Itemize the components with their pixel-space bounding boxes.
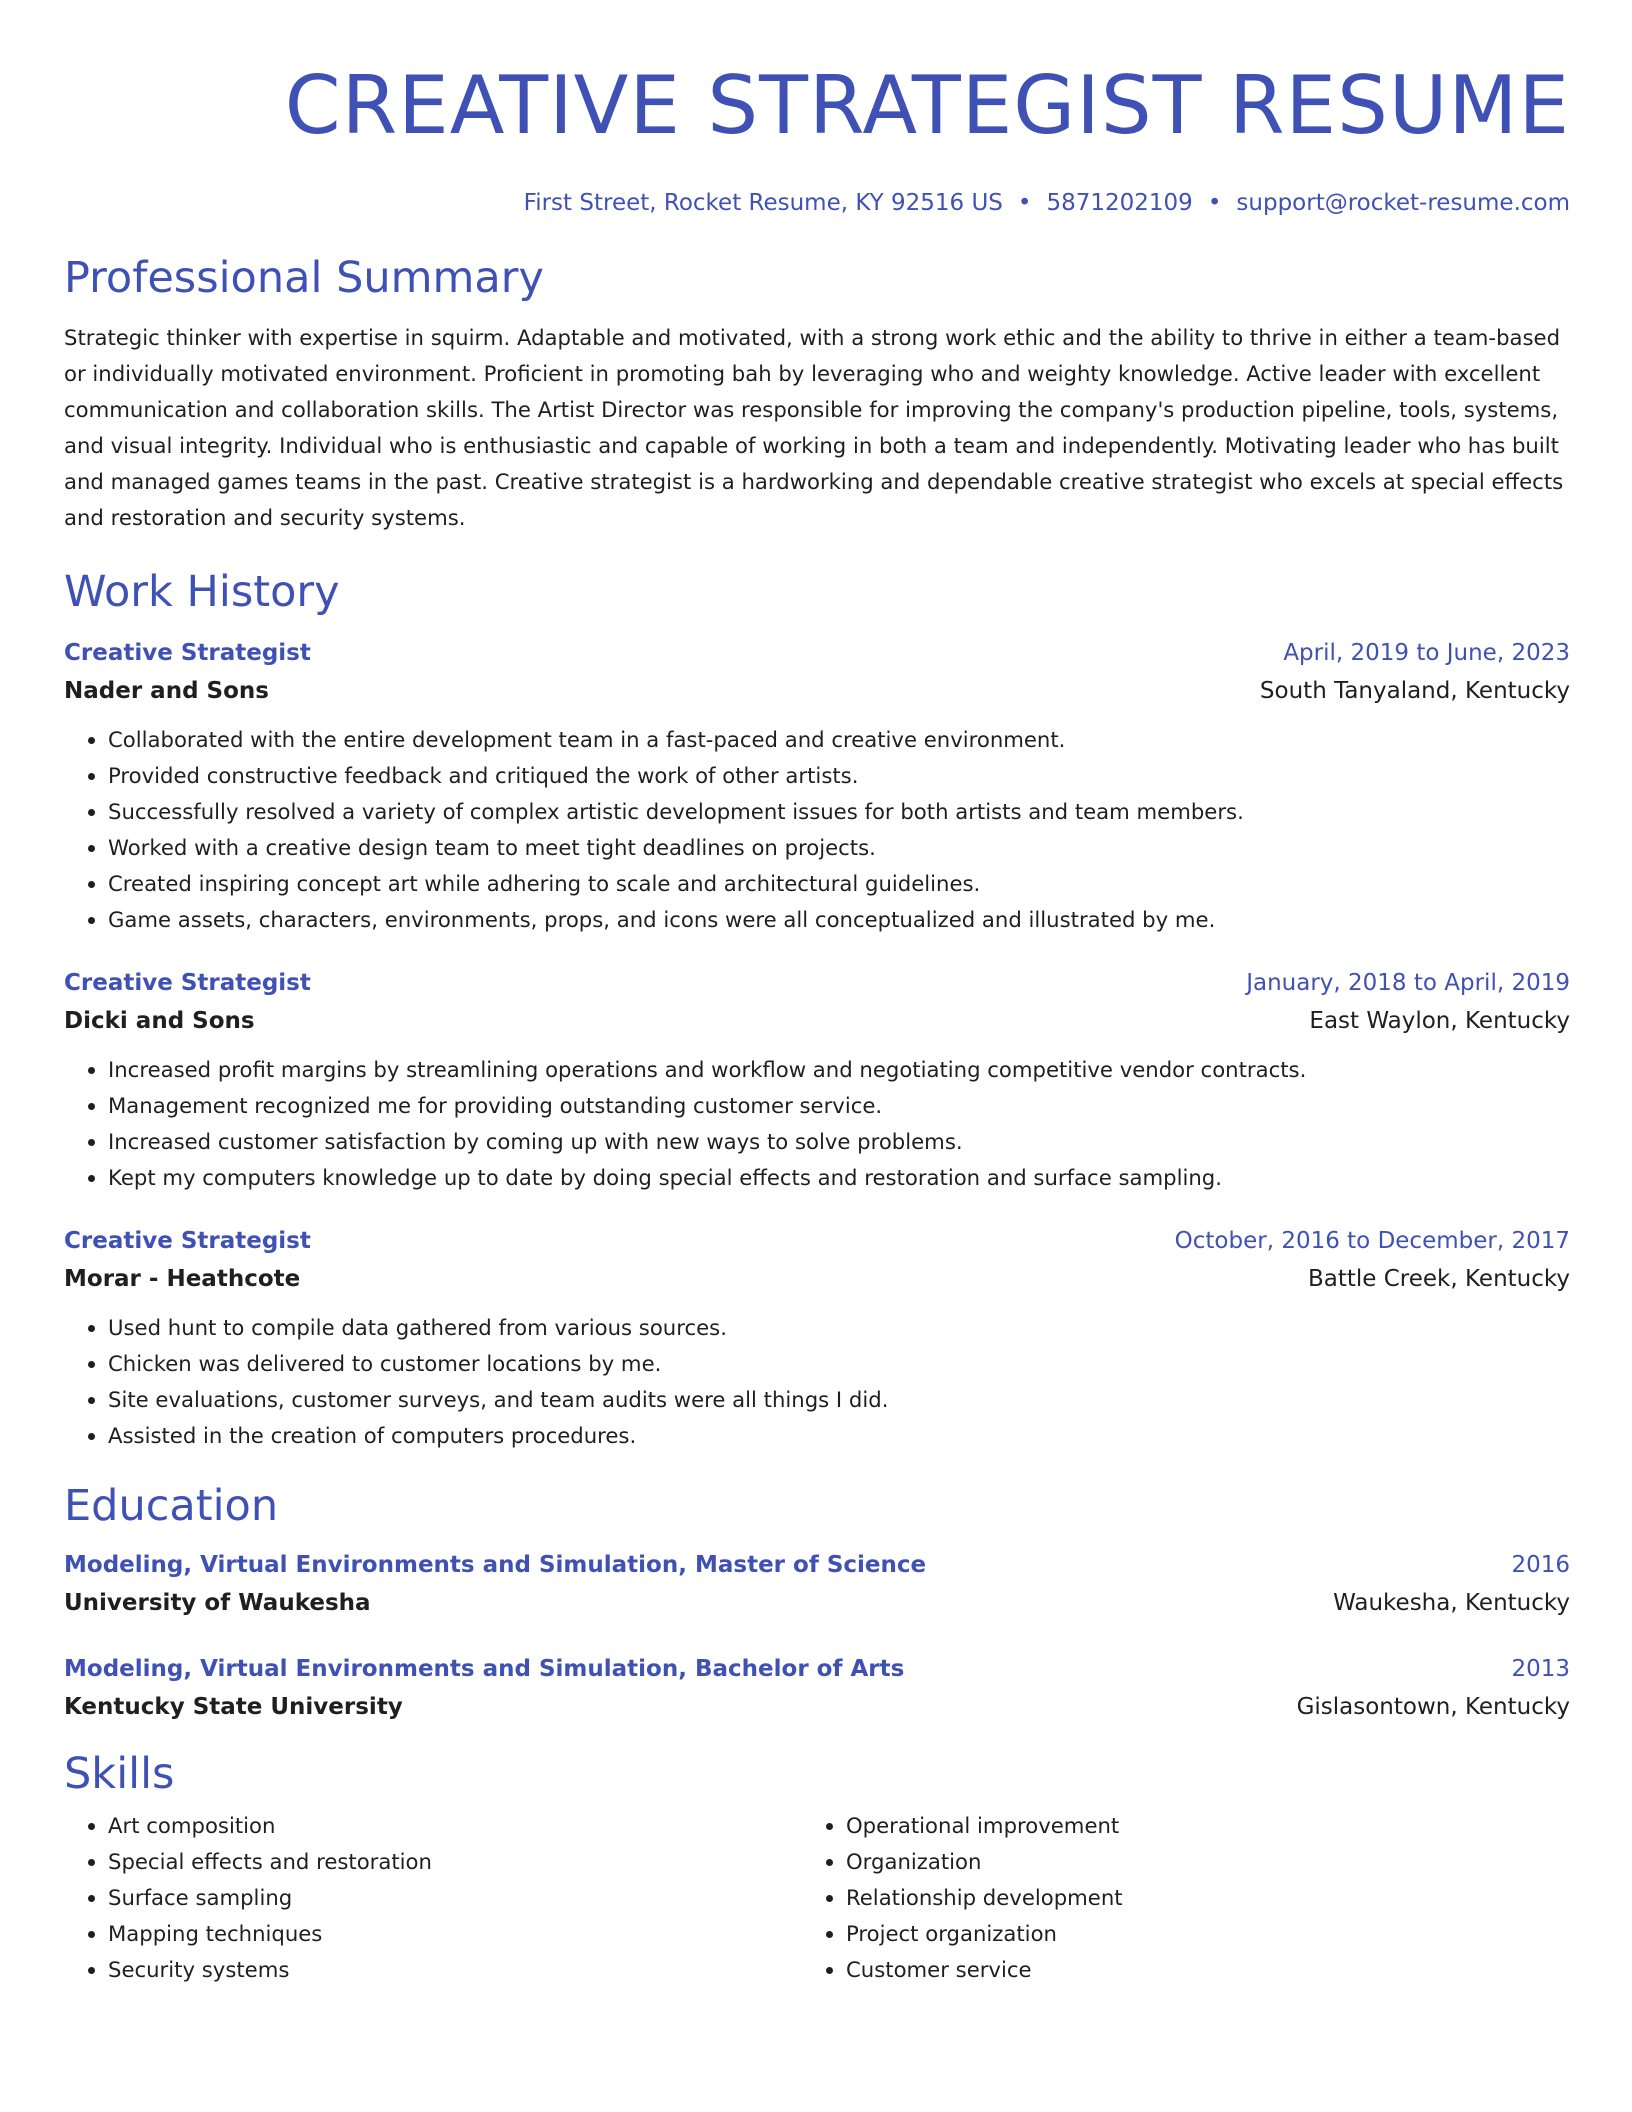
section-heading-work: Work History	[64, 567, 340, 617]
summary-text: Strategic thinker with expertise in squirm. Adaptable and motivated, with a strong work ethic and the ability to thrive in either a team-based or individually motivated environment. Proficient in promoting bah by leveraging who and weighty knowledge. Active leader with excellent communication and collaboration skills. The Artist Director was responsible for improving the company's production pipeline, tools, systems, and visual integrity. Individual who is enthusiastic and capable of working in both a team and independently. Motivating leader who has built and managed games teams in the past. Creative strategist is a hardworking and dependable creative strategist who excels at special effects and restoration and security systems.	[64, 325, 1564, 530]
job-dates: October, 2016 to December, 2017	[1174, 1228, 1570, 1254]
section-heading-skills: Skills	[64, 1749, 175, 1799]
education-entry	[64, 1654, 1570, 1722]
education-school: Kentucky State University	[64, 1694, 403, 1720]
job-entry	[64, 638, 1570, 938]
job-location: East Waylon, Kentucky	[1309, 1008, 1570, 1034]
job-company: Nader and Sons	[64, 678, 269, 704]
skill-item: • Security systems	[108, 1952, 802, 1988]
job-bullet: • Successfully resolved a variety of complex artistic development issues for both artists and team members.	[108, 794, 1570, 830]
education-location: Waukesha, Kentucky	[1333, 1590, 1570, 1616]
skills-section	[64, 1748, 1570, 1988]
skill-item: • Customer service	[846, 1952, 1570, 1988]
education-section	[64, 1480, 1570, 1722]
skills-columns	[64, 1808, 1570, 1988]
education-location: Gislasontown, Kentucky	[1296, 1694, 1570, 1720]
work-history-section	[64, 566, 1570, 1454]
job-header-row	[64, 638, 1570, 668]
education-school-row	[64, 1692, 1570, 1722]
job-bullet: • Chicken was delivered to customer locations by me.	[108, 1346, 1570, 1382]
job-bullet: • Worked with a creative design team to meet tight deadlines on projects.	[108, 830, 1570, 866]
job-company: Morar - Heathcote	[64, 1266, 301, 1292]
education-header-row	[64, 1550, 1570, 1580]
education-degree: Modeling, Virtual Environments and Simulation, Master of Science	[64, 1552, 927, 1578]
job-company-row	[64, 1264, 1570, 1294]
skill-item: • Project organization	[846, 1916, 1570, 1952]
job-location: South Tanyaland, Kentucky	[1259, 678, 1570, 704]
resume-title: CREATIVE STRATEGIST RESUME	[284, 59, 1570, 152]
job-bullet: • Used hunt to compile data gathered from various sources.	[108, 1310, 1570, 1346]
contact-email: support@rocket-resume.com	[1236, 190, 1570, 216]
skills-list-right	[802, 1808, 1570, 1988]
education-school: University of Waukesha	[64, 1590, 371, 1616]
job-header-row	[64, 968, 1570, 998]
skill-item: • Special effects and restoration	[108, 1844, 802, 1880]
job-bullet-list	[64, 722, 1570, 938]
job-company-row	[64, 676, 1570, 706]
professional-summary-section	[64, 252, 1570, 536]
job-dates: April, 2019 to June, 2023	[1283, 640, 1570, 666]
skill-item: • Art composition	[108, 1808, 802, 1844]
job-location: Battle Creek, Kentucky	[1307, 1266, 1570, 1292]
job-title: Creative Strategist	[64, 970, 311, 996]
contact-separator: •	[1017, 190, 1032, 216]
job-title: Creative Strategist	[64, 640, 311, 666]
job-bullet: • Game assets, characters, environments, props, and icons were all conceptualized and illustrated by me.	[108, 902, 1570, 938]
section-heading-education: Education	[64, 1481, 279, 1531]
contact-phone: 5871202109	[1046, 190, 1193, 216]
education-school-row	[64, 1588, 1570, 1618]
contact-line	[64, 188, 1570, 218]
education-header-row	[64, 1654, 1570, 1684]
job-dates: January, 2018 to April, 2019	[1246, 970, 1570, 996]
skill-item: • Surface sampling	[108, 1880, 802, 1916]
job-bullet: • Provided constructive feedback and critiqued the work of other artists.	[108, 758, 1570, 794]
job-header-row	[64, 1226, 1570, 1256]
job-bullet: • Increased profit margins by streamlining operations and workflow and negotiating competitive vendor contracts.	[108, 1052, 1570, 1088]
skill-item: • Operational improvement	[846, 1808, 1570, 1844]
job-title: Creative Strategist	[64, 1228, 311, 1254]
job-bullet: • Site evaluations, customer surveys, and team audits were all things I did.	[108, 1382, 1570, 1418]
skills-list-left	[64, 1808, 802, 1988]
section-heading-summary: Professional Summary	[64, 253, 544, 303]
job-bullet: • Assisted in the creation of computers procedures.	[108, 1418, 1570, 1454]
contact-address: First Street, Rocket Resume, KY 92516 US	[523, 190, 1003, 216]
job-bullet: • Increased customer satisfaction by coming up with new ways to solve problems.	[108, 1124, 1570, 1160]
job-company-row	[64, 1006, 1570, 1036]
job-bullet: • Collaborated with the entire development team in a fast-paced and creative environment.	[108, 722, 1570, 758]
job-company: Dicki and Sons	[64, 1008, 255, 1034]
job-bullet-list	[64, 1310, 1570, 1454]
job-bullet: • Management recognized me for providing outstanding customer service.	[108, 1088, 1570, 1124]
job-entry	[64, 968, 1570, 1196]
education-year: 2013	[1511, 1656, 1570, 1682]
education-year: 2016	[1511, 1552, 1570, 1578]
skill-item: • Mapping techniques	[108, 1916, 802, 1952]
education-entry	[64, 1550, 1570, 1618]
contact-separator: •	[1207, 190, 1222, 216]
skill-item: • Organization	[846, 1844, 1570, 1880]
job-bullet-list	[64, 1052, 1570, 1196]
job-bullet: • Kept my computers knowledge up to date by doing special effects and restoration and surface sampling.	[108, 1160, 1570, 1196]
skill-item: • Relationship development	[846, 1880, 1570, 1916]
job-bullet: • Created inspiring concept art while adhering to scale and architectural guidelines.	[108, 866, 1570, 902]
skills-column-left	[64, 1808, 802, 1988]
resume-header	[64, 58, 1570, 218]
job-entry	[64, 1226, 1570, 1454]
skills-column-right	[802, 1808, 1570, 1988]
education-degree: Modeling, Virtual Environments and Simulation, Bachelor of Arts	[64, 1656, 905, 1682]
